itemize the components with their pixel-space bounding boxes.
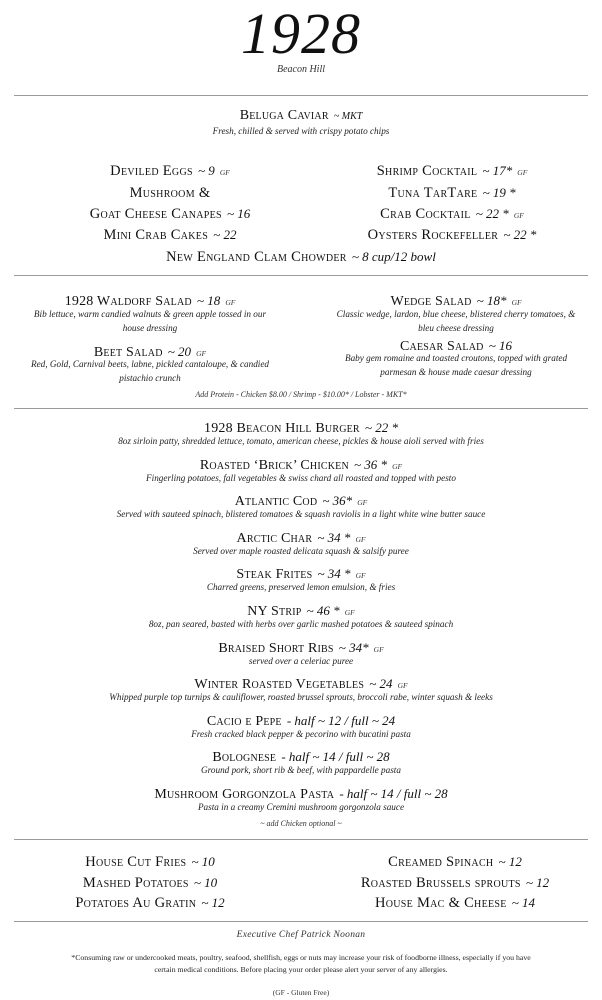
item-name: Steak Frites [236,567,313,582]
item-price: ~ 46 * [306,603,340,618]
item-name: Wedge Salad [390,294,472,309]
item-name: Arctic Char [236,531,313,546]
item-name: Beluga Caviar [239,108,329,123]
description-line: pistachio crunch [119,373,181,383]
description-line: Red, Gold, Carnival beets, labne, pickled cantaloupe, & candied [30,359,270,369]
item-description: Charred greens, preserved lemon emulsion, & fries [206,582,396,592]
description-line: house dressing [122,323,178,333]
item-description: 8oz sirloin patty, shredded lettuce, tomato, american cheese, pickles & house aioli served with fries [118,436,484,446]
gluten-free-tag: GF [355,535,366,544]
item-price: ~ 22 * [503,227,537,242]
item-price: ~ 8 cup/12 bowl [351,249,436,264]
item-price: ~ MKT [333,111,363,122]
item-name: Deviled Eggs [110,163,193,179]
gluten-free-tag: GF [357,498,368,507]
item-price: ~ 34* [338,640,369,655]
restaurant-location: Beacon Hill [276,64,326,75]
item-description: Served with sauteed spinach, blistered tomatoes & squash raviolis in a light white wine butter sauce [116,509,486,519]
item-price: - half ~ 14 / full ~ 28 [281,749,390,764]
item-description: Fingerling potatoes, fall vegetables & swiss chard all roasted and topped with pesto [146,473,456,483]
restaurant-logo: 1928 [241,1,361,66]
item-price: ~ 22 [213,227,237,242]
entree-item [0,673,602,693]
starter-mushroom [48,182,292,202]
entree-item [0,783,602,803]
menu-item-caviar [0,104,602,124]
item-name: Beet Salad [93,345,163,360]
gluten-free-tag: GF [219,168,230,177]
gluten-free-tag: GF [511,298,522,307]
item-price: ~ 14 [511,895,536,910]
item-name: Winter Roasted Vegetables [194,677,365,692]
gluten-free-tag: GF [513,211,524,220]
item-price: ~ 18 [196,293,221,308]
item-description: Whipped purple top turnips & cauliflower, roasted brussel sprouts, broccoli rabe, winter squash & leeks [109,692,493,702]
item-name: 1928 Beacon Hill Burger [204,421,360,436]
entree-item [0,746,602,766]
item-name: Tuna TarTare [388,185,478,201]
divider [14,408,588,409]
item-price: ~ 36* [322,493,353,508]
item-price: - half ~ 14 / full ~ 28 [339,786,448,801]
add-protein-note: Add Protein - Chicken $8.00 / Shrimp - $10.00* / Lobster - MKT* [195,390,407,399]
side-au-gratin [20,892,280,912]
divider [14,921,588,922]
item-name: Creamed Spinach [388,854,494,870]
entree-item [0,637,602,657]
menu-header [0,0,602,92]
item-name: House Mac & Cheese [374,895,507,911]
description-line: Bib lettuce, warm candied walnuts & green apple tossed in our [33,309,267,319]
starter-tuna-tartare [322,182,582,202]
item-price: ~ 16 [227,206,251,221]
item-name: Mashed Potatoes [82,875,189,891]
item-description: Fresh, chilled & served with crispy potato chips [212,126,390,136]
side-fries [20,851,280,871]
item-price: ~ 12 [201,895,225,910]
item-name: Mushroom Gorgonzola Pasta [154,787,335,802]
item-price: ~ 19 * [482,185,516,200]
item-price: ~ 24 [369,676,393,691]
item-price: ~ 18* [476,293,507,308]
item-description [314,307,598,335]
description-line: bleu cheese dressing [418,323,494,333]
item-name: Braised Short Ribs [218,641,334,656]
entree-item [0,490,602,510]
item-name: NY Strip [247,604,302,619]
starter-crab-cakes [48,224,292,244]
item-price: ~ 10 [193,875,218,890]
side-creamed-spinach [320,851,590,871]
item-name: Shrimp Cocktail [376,163,478,179]
item-price: ~ 16 [488,338,512,353]
item-price: ~ 34 * [317,530,351,545]
item-description: Served over maple roasted delicata squash & salsify puree [193,546,409,556]
starter-goat-cheese [48,203,292,223]
item-name: Oysters Rockefeller [367,227,499,243]
item-name: Roasted ‘Brick’ Chicken [199,458,349,473]
executive-chef: Executive Chef Patrick Noonan [236,930,366,940]
item-description: served over a celeriac puree [248,656,354,666]
item-price: ~ 20 [167,344,192,359]
item-name: House Cut Fries [85,854,187,870]
description-line: parmesan & house made caesar dressing [380,367,532,377]
item-description: Pasta in a creamy Cremini mushroom gorgonzola sauce [197,802,405,812]
starter-oysters [322,224,582,244]
item-price: ~ 36 * [353,457,388,472]
gluten-free-tag: GF [344,608,355,617]
chicken-optional-note: ~ add Chicken optional ~ [260,819,342,828]
divider [14,839,588,840]
item-price: ~ 10 [191,854,215,869]
item-name: Goat Cheese Canapes [89,206,222,222]
item-description: 8oz, pan seared, basted with herbs over garlic mashed potatoes & sauteed spinach [148,619,454,629]
gluten-free-tag: GF [392,462,403,471]
item-description [10,307,290,335]
starter-deviled-eggs [48,160,292,180]
item-name: New England Clam Chowder [166,249,347,265]
item-price: ~ 12 [525,875,550,890]
side-mac-cheese [320,892,590,912]
item-description: Fresh cracked black pepper & pecorino with bucatini pasta [191,729,411,739]
item-name: 1928 Waldorf Salad [64,294,192,309]
gluten-free-tag: GF [196,349,207,358]
entree-item [0,454,602,474]
starter-shrimp-cocktail [322,160,582,180]
entree-item [0,527,602,547]
item-name: Potatoes Au Gratin [75,895,197,911]
item-name: Caesar Salad [400,339,484,354]
gluten-free-tag: GF [373,645,384,654]
side-mashed-potatoes [20,872,280,892]
entree-item [0,417,602,437]
description-line: Classic wedge, lardon, blue cheese, blistered cherry tomatoes, & [336,309,576,319]
gluten-free-tag: GF [397,681,408,690]
item-price: ~ 17* [482,163,513,178]
item-price: ~ 12 [498,854,522,869]
item-price: ~ 22 * [475,206,509,221]
divider [14,275,588,276]
item-price: ~ 9 [197,163,215,178]
item-description: Ground pork, short rib & beef, with pappardelle pasta [201,765,401,775]
item-price: - half ~ 12 / full ~ 24 [286,713,396,728]
item-name: Bolognese [212,750,277,765]
item-name: Mushroom & [129,185,211,201]
gluten-free-key: (GF - Gluten Free) [272,988,330,997]
starter-crab-cocktail [322,203,582,223]
description-line: Baby gem romaine and toasted croutons, topped with grated [344,353,568,363]
side-brussels-sprouts [320,872,590,892]
entree-item [0,600,602,620]
item-name: Atlantic Cod [234,494,318,509]
item-name: Crab Cocktail [380,206,471,222]
item-description [10,357,290,385]
divider [14,95,588,96]
gluten-free-tag: GF [517,168,528,177]
item-name: Mini Crab Cakes [103,227,209,243]
allergy-disclaimer: *Consuming raw or undercooked meats, poultry, seafood, shellfish, eggs or nuts may increase your risk of foodborne illness, especially if you have certain medical conditions. Before placing your order please alert your server of any allergies. [71,953,531,974]
item-price: ~ 22 * [364,420,398,435]
gluten-free-tag: GF [355,571,366,580]
item-description [314,351,598,379]
item-name: Roasted Brussels sprouts [360,875,521,891]
menu-item-chowder [0,246,602,266]
entree-item [0,563,602,583]
item-name: Cacio e Pepe [206,714,282,729]
gluten-free-tag: GF [225,298,236,307]
item-price: ~ 34 * [317,566,351,581]
entree-item [0,710,602,730]
